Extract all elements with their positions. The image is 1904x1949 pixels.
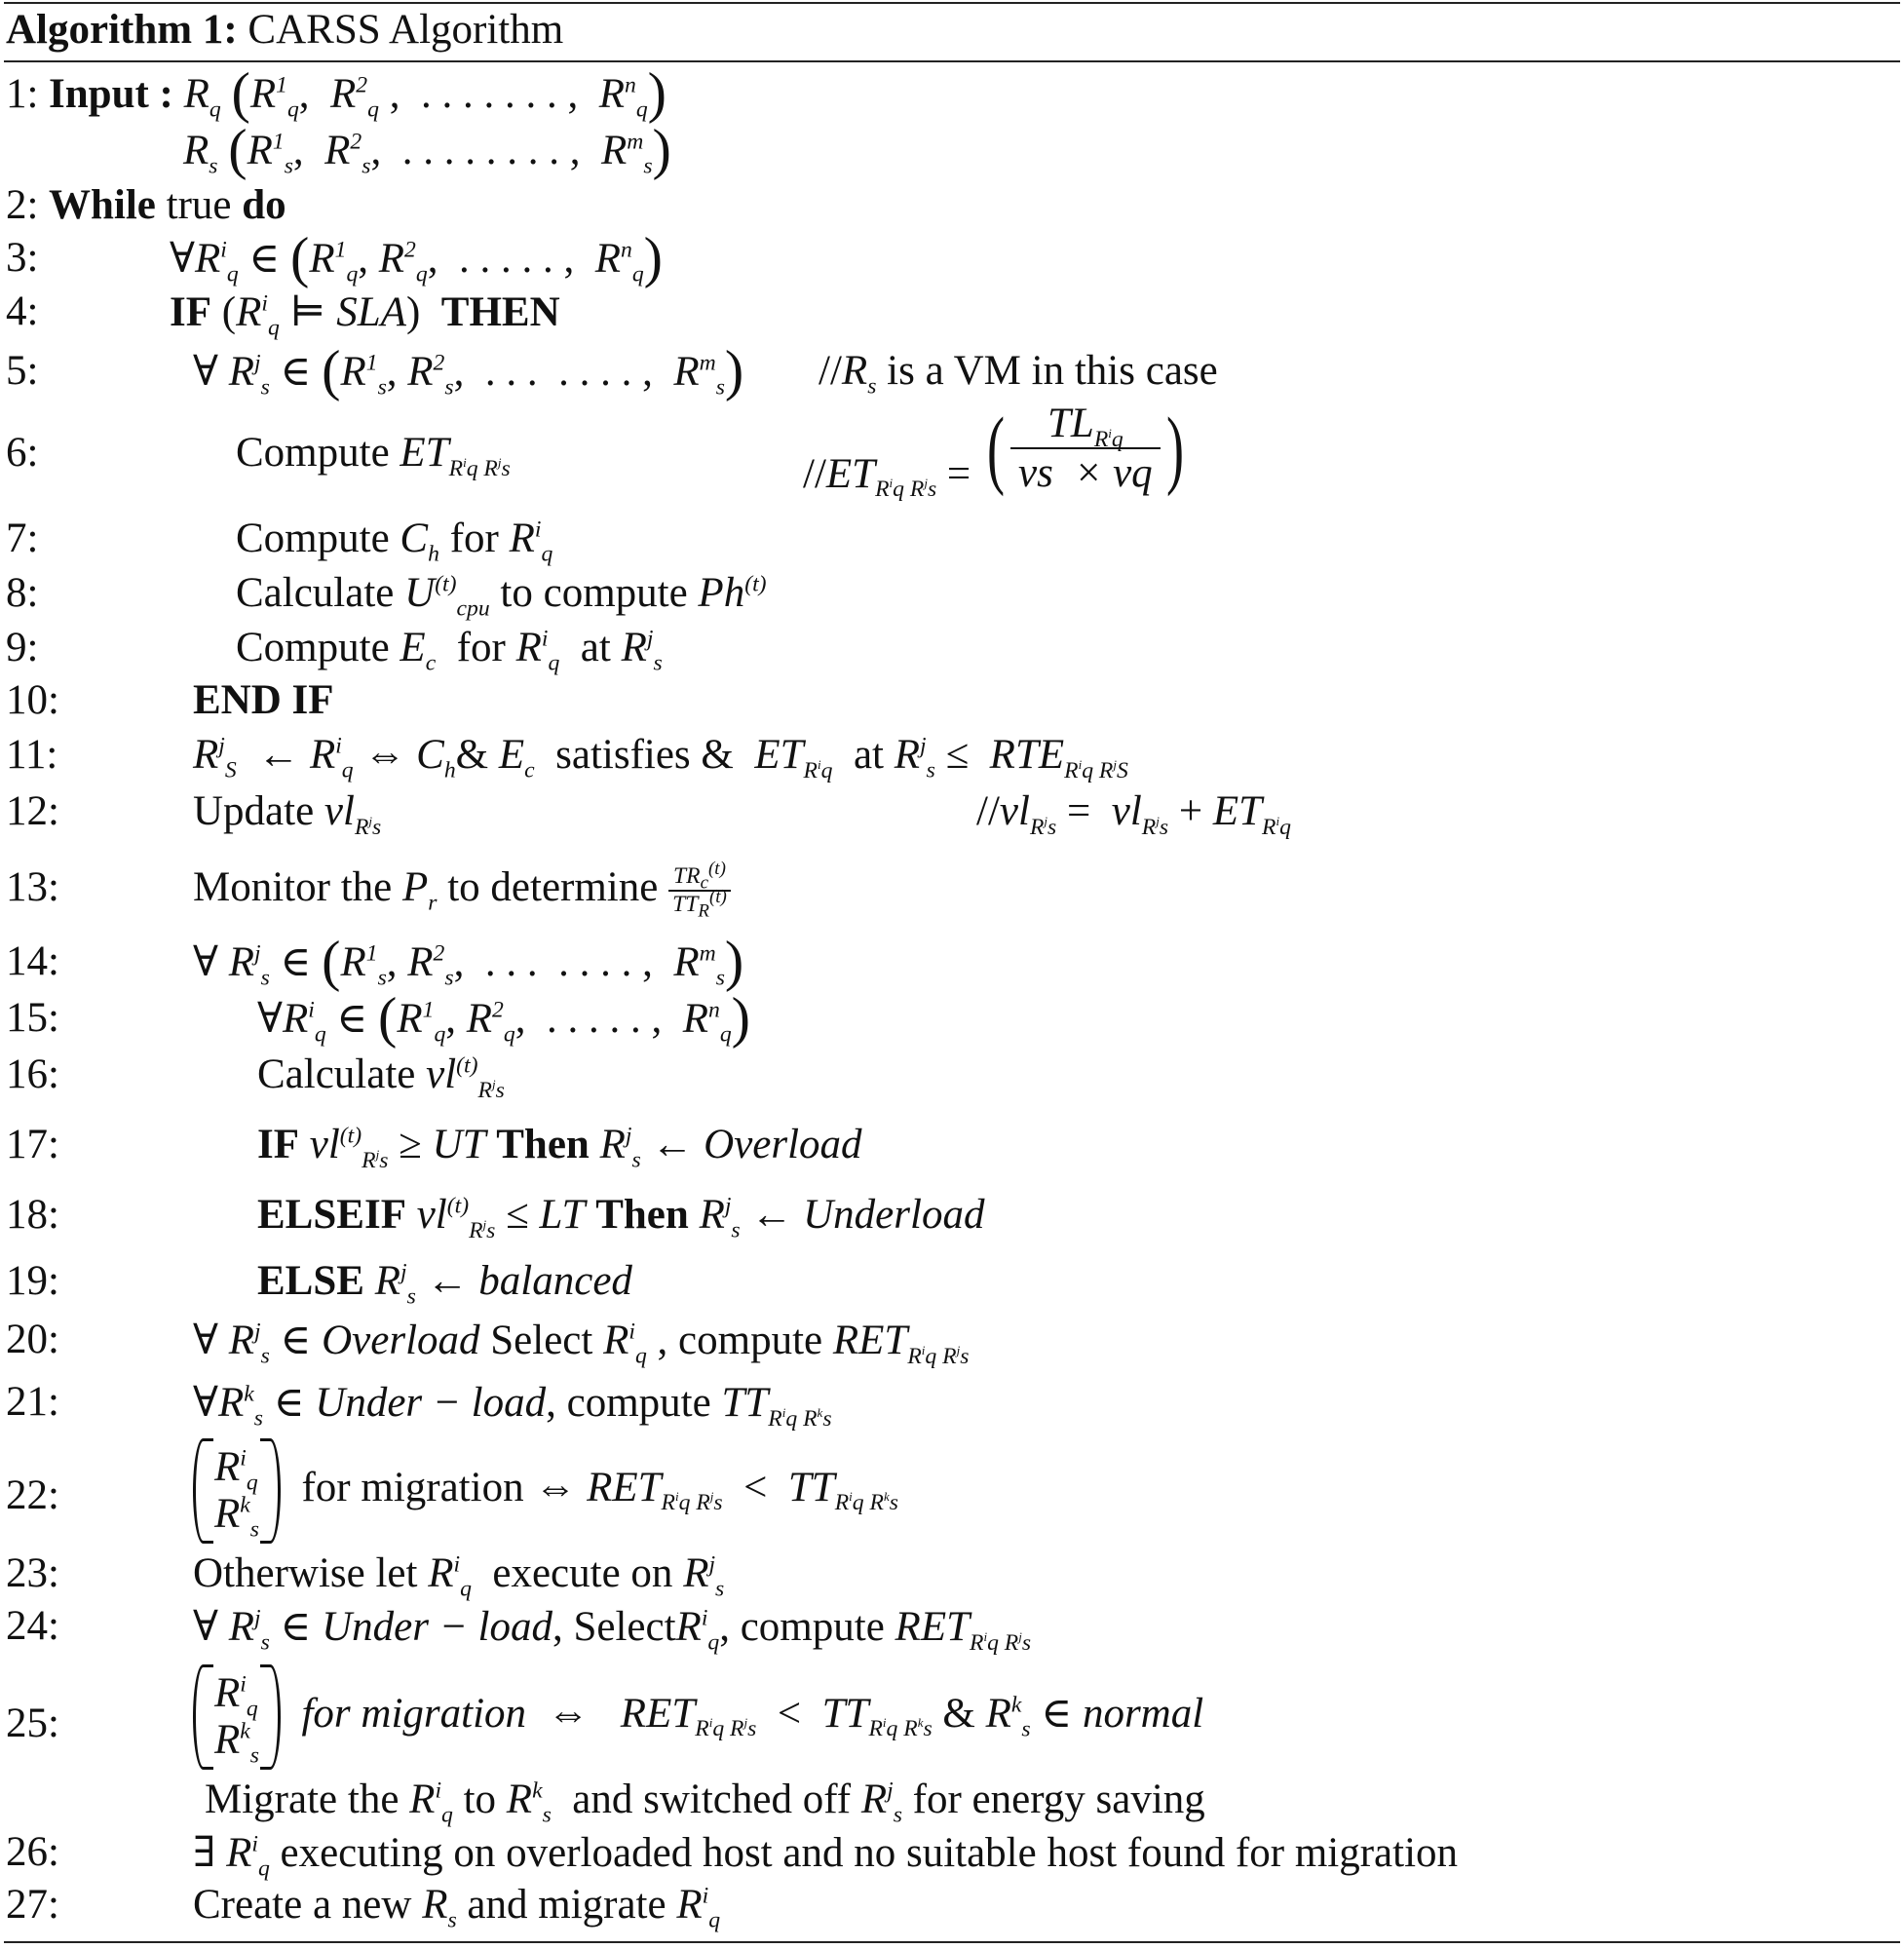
line-body: ELSEIF $vl^{(t)}_{R^js}$ ≤ LT Then $R^j_s$ ← Underload (257, 1192, 985, 1243)
line-number: 7: (6, 516, 39, 561)
compute-text: , compute (546, 1380, 711, 1426)
line-body: $\forall R^k_s$ ∈ Under − load, compute $TT_{R^iq R^ks}$ (193, 1380, 832, 1432)
line-body: IF ($R^i_q$ ⊨ SLA) THEN (170, 289, 560, 341)
line-number: 1: (6, 71, 39, 117)
line-comment: $//ET_{R^iq R^js}$ = ( $\frac{TL_{R^iq}}{vs \times vq}$ ) (803, 399, 1184, 503)
line-body: Update $vl_{R^js}$ (193, 788, 382, 840)
and-migrate-text: and migrate (467, 1882, 666, 1928)
line-body: Calculate $vl^{(t)}_{R^js}$ (257, 1051, 505, 1103)
while-keyword: While (49, 182, 156, 228)
monitor-text: Monitor the (193, 864, 393, 910)
line-body: Calculate $U^{(t)}_{cpu}$ to compute Ph$^{(t)}$ (236, 570, 767, 622)
line-number: 13: (6, 864, 59, 910)
for-migration-text: for migration (301, 1464, 524, 1510)
calculate-text: Calculate (257, 1051, 416, 1097)
to-compute-text: to compute (500, 570, 688, 616)
line-body: ∀ $R^j_s$ ∈ Under − load, SelectR$^i_q$, compute $RET_{R^iq R^js}$ (193, 1604, 1032, 1656)
line-number: 2: (6, 182, 39, 228)
to-text: to (463, 1777, 497, 1822)
line-body: $R^i_q$ $R^k_s$ for migration ⇔ $RET_{R^iq R^js} < TT_{R^iq R^ks}$ (193, 1444, 898, 1538)
under-load-text: Under − load (315, 1380, 547, 1426)
compute-text: Compute (236, 516, 390, 561)
comment-text: is a VM in this case (887, 348, 1218, 394)
update-text: Update (193, 788, 315, 834)
calculate-text: Calculate (236, 570, 395, 616)
line-body: ∀ $R^j_s$ ∈ ($R^1_s$, $R^2_s$, . . . . . . . , $R^m_s$) (193, 338, 744, 402)
at-text: at (853, 732, 884, 778)
line-body: Compute $ET_{R^iq R^js}$ (236, 430, 511, 481)
compute-text: Compute (236, 430, 390, 476)
line-number: 15: (6, 995, 59, 1041)
to-determine-text: to determine (447, 864, 659, 910)
create-new-text: Create a new (193, 1882, 412, 1928)
line-number: 19: (6, 1258, 59, 1304)
line-number: 17: (6, 1122, 59, 1167)
underload-text: Underload (803, 1192, 985, 1238)
if-keyword: IF (170, 289, 211, 335)
line-body: END IF (193, 677, 334, 723)
normal-text: normal (1082, 1690, 1204, 1737)
line-body: Otherwise let $R^i_q$ execute on $R^j_s$ (193, 1550, 725, 1602)
compute-text: , compute (657, 1318, 823, 1363)
line-body: ∀ $R^j_s$ ∈ ($R^1_s$, $R^2_s$, . . . . . . . , $R^m_s$) (193, 929, 744, 993)
execute-on-text: execute on (492, 1550, 673, 1596)
migration-vector: $R^i_q$ $R^k_s$ (193, 1444, 281, 1538)
line-body: ∃ $R^i_q$ executing on overloaded host and no suitable host found for migration (193, 1830, 1459, 1882)
line-comment: $//vl_{R^js} = vl_{R^js} + ET_{R^iq}$ (976, 788, 1291, 840)
line-body: Monitor the $P_r$ to determine $\frac{TR_c^{(t)}}{TT_R^{(t)}}$ (193, 863, 731, 918)
select-text: Select (573, 1604, 676, 1650)
for-text: for (456, 625, 506, 670)
energy-saving-text: for energy saving (912, 1777, 1205, 1822)
line-body: Create a new $R_s$ and migrate $R^i_q$ (193, 1882, 721, 1933)
line-body: ELSE $R^j_s$ ← balanced (257, 1258, 632, 1310)
line-body (49, 181, 286, 229)
line-number: 5: (6, 348, 39, 394)
if-keyword: IF (257, 1122, 299, 1167)
migration-vector: $R^i_q$ $R^k_s$ (193, 1670, 281, 1764)
line-comment: $//R_s$ is a VM in this case (819, 348, 1218, 400)
overload-text: Overload (322, 1318, 480, 1363)
line-body: $R_s$ ($R^1_s$, $R^2_s$, . . . . . . . . , $R^m_s$) (183, 117, 671, 181)
line-number: 25: (6, 1701, 59, 1746)
migrate-text: Migrate the (205, 1777, 400, 1822)
line-body: $\forall R^i_q$ ∈ ($R^1_q$, $R^2_q$, . . . . . , $R^n_q$) (170, 225, 663, 289)
line-number: 24: (6, 1603, 59, 1649)
line-number: 4: (6, 288, 39, 334)
for-migration-text: for migration (301, 1690, 527, 1737)
line-body: $R^j_S$ ← $R^i_q$ ⇔ $C_h\&$ $E_c$ satisfies & $ET_{R^iq}$ at $R^j_s \le RTE_{R^iq R^jS}$ (193, 732, 1128, 783)
caption-rule (4, 60, 1900, 62)
line-body: $R^i_q$ $R^k_s$ for migration ⇔ $RET_{R^iq R^js} < TT_{R^iq R^ks}$ & $R^k_s$ ∈ normal (193, 1670, 1203, 1764)
caption-label: Algorithm 1: (6, 7, 238, 53)
line-number: 20: (6, 1317, 59, 1362)
line-number: 3: (6, 235, 39, 281)
compute-text: Compute (236, 625, 390, 670)
algorithm-caption (6, 6, 563, 54)
line-number: 8: (6, 570, 39, 616)
then-keyword: THEN (440, 289, 560, 335)
line-body: Compute $C_h$ for $R^i_q$ (236, 516, 553, 567)
then-keyword: Then (595, 1192, 689, 1238)
line-number: 10: (6, 677, 59, 723)
select-text: Select (490, 1318, 593, 1363)
under-load-text: Under − load (322, 1604, 552, 1650)
top-rule (4, 2, 1900, 4)
line-number: 21: (6, 1379, 59, 1425)
line-number: 18: (6, 1192, 59, 1238)
then-keyword: Then (496, 1122, 590, 1167)
balanced-text: balanced (478, 1258, 632, 1304)
line-body: Input : $R_q$ ($R^1_q$, $R^2_q$ , . . . . . . . , $R^n_q$) (49, 60, 666, 125)
line-number: 12: (6, 788, 59, 834)
otherwise-text: Otherwise let (193, 1550, 418, 1596)
at-text: at (580, 625, 611, 670)
input-keyword: Input : (49, 71, 173, 117)
compute-text: , compute (719, 1604, 885, 1650)
executing-text: executing on overloaded host and no suitable host found for migration (280, 1830, 1459, 1876)
switched-off-text: and switched off (572, 1777, 852, 1822)
line-body: ∀ $R^j_s$ ∈ Overload Select $R^i_q$ , compute $RET_{R^iq R^js}$ (193, 1318, 970, 1369)
line-body: Compute $E_c$ for $R^i_q$ at $R^j_s$ (236, 625, 663, 676)
line-number: 11: (6, 732, 58, 778)
for-text: for (449, 516, 499, 561)
line-body: IF $vl^{(t)}_{R^js}$ ≥ UT Then $R^j_s$ ← Overload (257, 1122, 862, 1173)
do-keyword: do (242, 182, 286, 228)
bottom-rule (4, 1941, 1900, 1943)
line-number: 6: (6, 430, 39, 476)
line-number: 16: (6, 1051, 59, 1097)
true-keyword: true (166, 182, 232, 228)
line-number: 9: (6, 625, 39, 670)
line-body: Migrate the $R^i_q$ to $R^k_s$ and switched off $R^j_s$ for energy saving (205, 1777, 1205, 1828)
satisfies-text: satisfies & (555, 732, 734, 778)
line-number: 23: (6, 1550, 59, 1596)
elseif-keyword: ELSEIF (257, 1192, 406, 1238)
line-body: $\forall R^i_q$ ∈ ($R^1_q$, $R^2_q$, . . . . . , $R^n_q$) (257, 985, 750, 1050)
line-number: 27: (6, 1882, 59, 1928)
line-number: 26: (6, 1829, 59, 1875)
caption-title: CARSS Algorithm (248, 7, 564, 53)
line-number: 22: (6, 1472, 59, 1518)
else-keyword: ELSE (257, 1258, 364, 1304)
overload-text: Overload (704, 1122, 862, 1167)
line-number: 14: (6, 938, 59, 984)
